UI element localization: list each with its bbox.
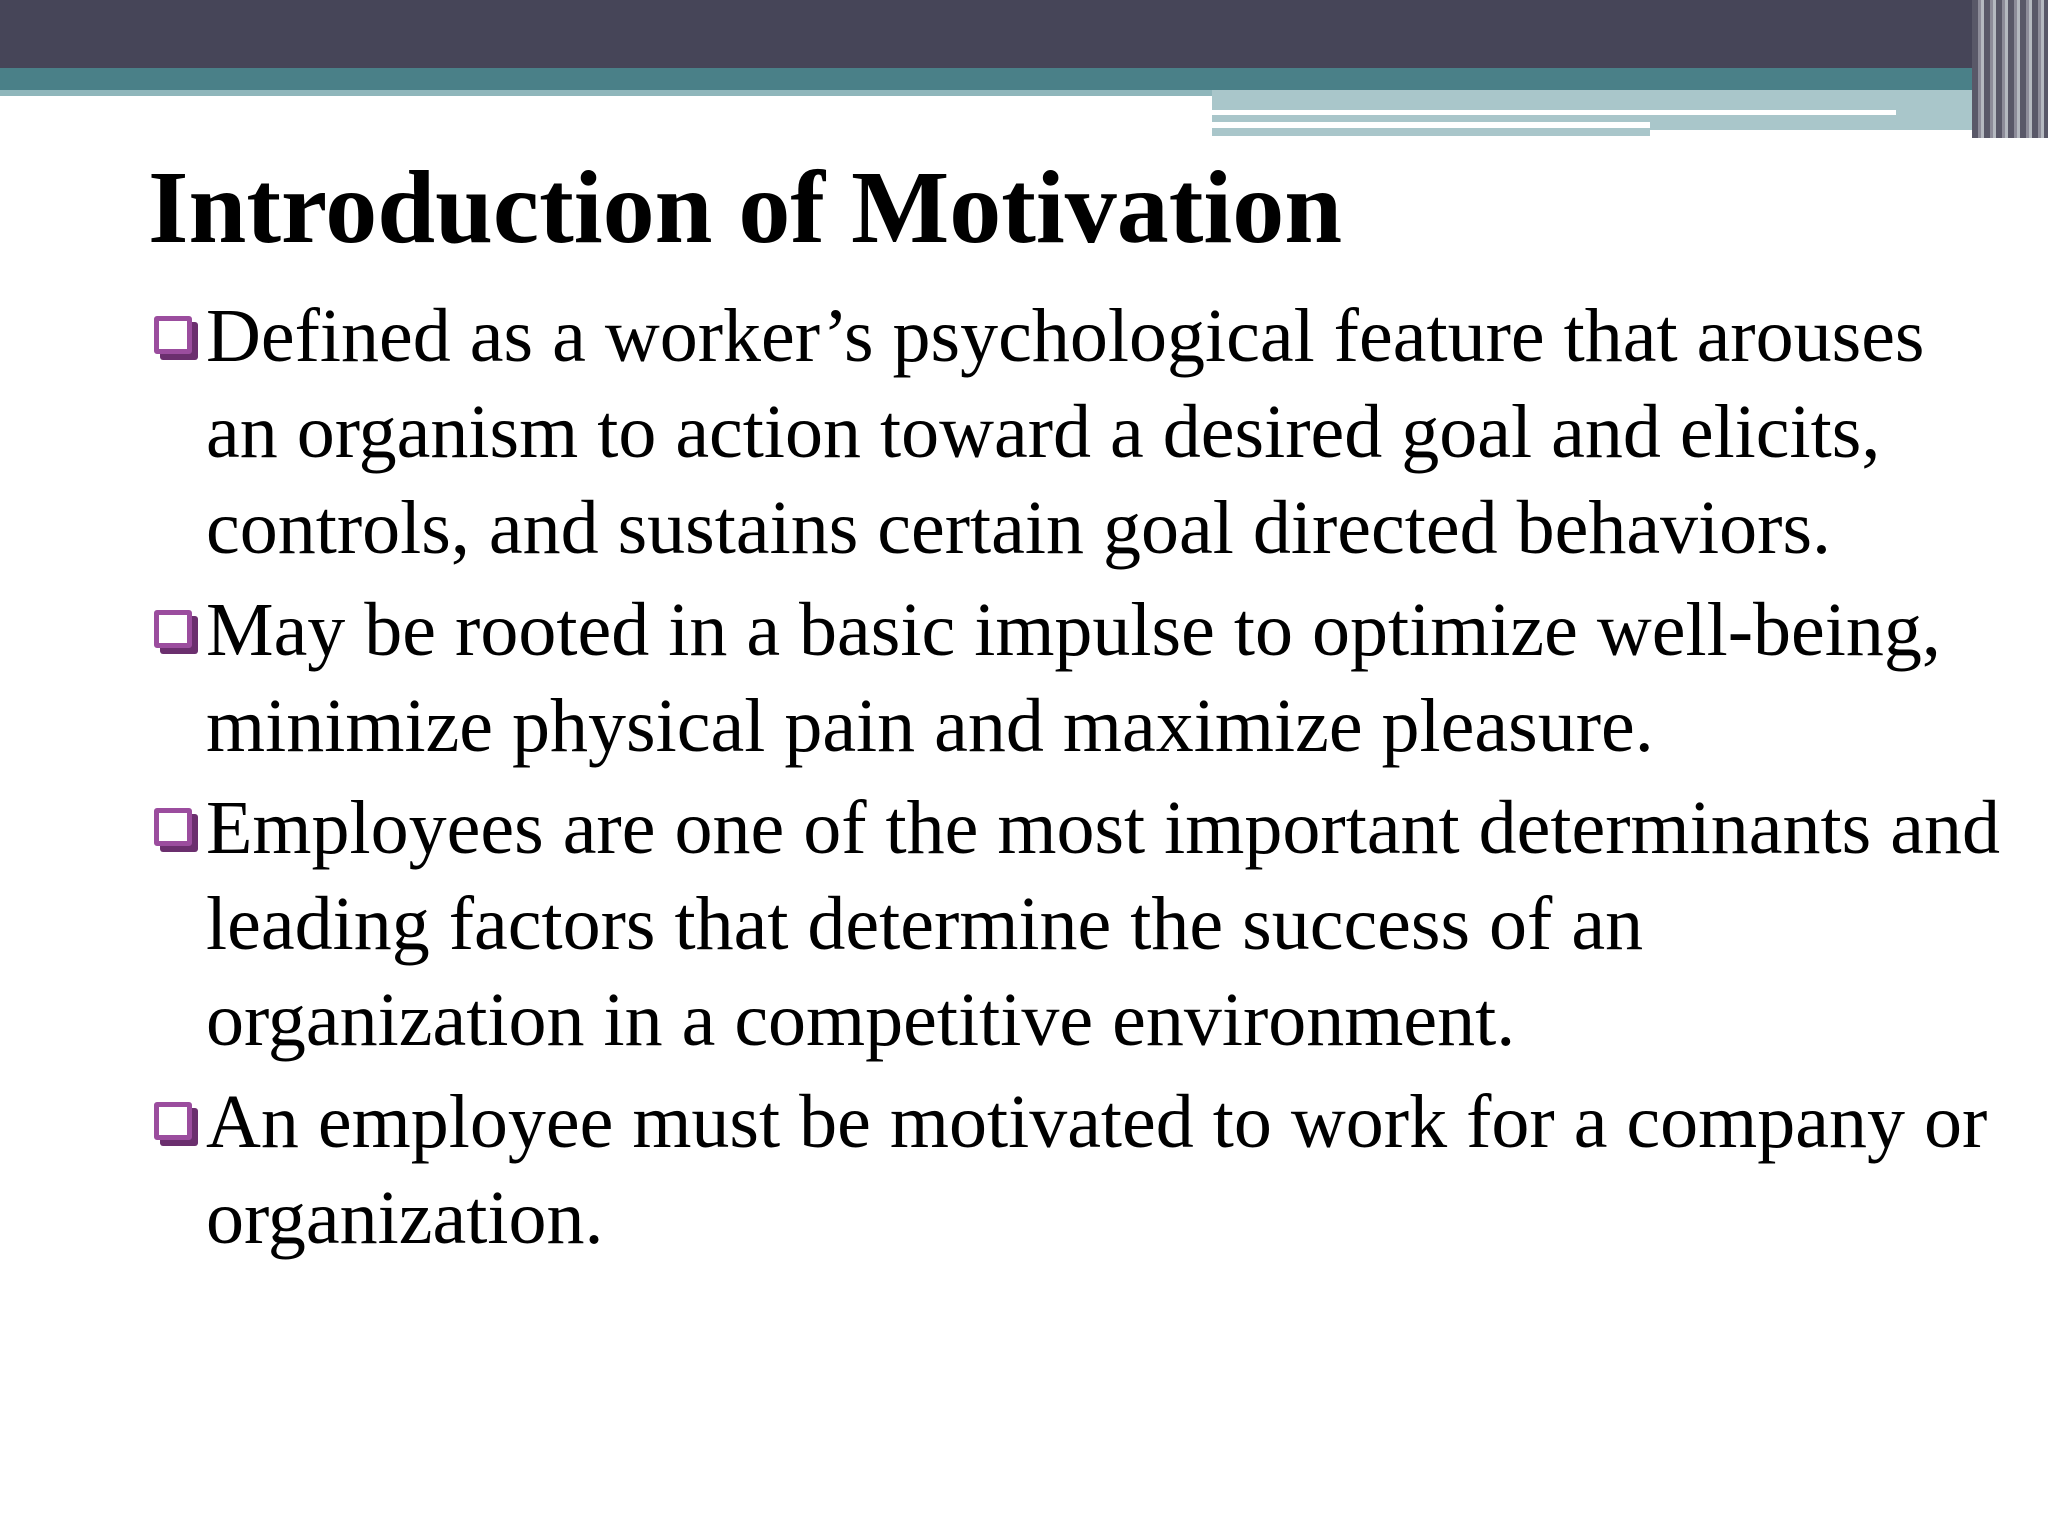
bullet-list [150,288,2010,1272]
header-right-line [1212,110,1896,115]
header-teal-light-bar [0,90,1212,96]
hollow-square-bullet-icon [154,610,192,648]
bullet-text: An employee must be motivated to work for a company or organization. [206,1080,1988,1260]
header-right-line [1212,122,1650,128]
slide-title: Introduction of Motivation [148,150,1343,265]
hollow-square-bullet-icon [154,316,192,354]
bullet-item [150,288,2010,576]
header-dark-bar [0,0,2048,68]
header-edge-stripes [1972,0,2048,138]
header-teal-bar [0,68,2048,90]
hollow-square-bullet-icon [154,808,192,846]
bullet-item [150,780,2010,1068]
hollow-square-bullet-icon [154,1102,192,1140]
bullet-item [150,1074,2010,1266]
header-right-line [1650,130,1972,136]
bullet-text: May be rooted in a basic impulse to optimize well-being, minimize physical pain and maximize pleasure. [206,588,1941,768]
bullet-item [150,582,2010,774]
bullet-text: Defined as a worker’s psychological feature that arouses an organism to action toward a desired goal and elicits, controls, and sustains certain goal directed behaviors. [206,294,1925,570]
bullet-text: Employees are one of the most important determinants and leading factors that determine the success of an organization in a competitive environment. [206,786,2000,1062]
